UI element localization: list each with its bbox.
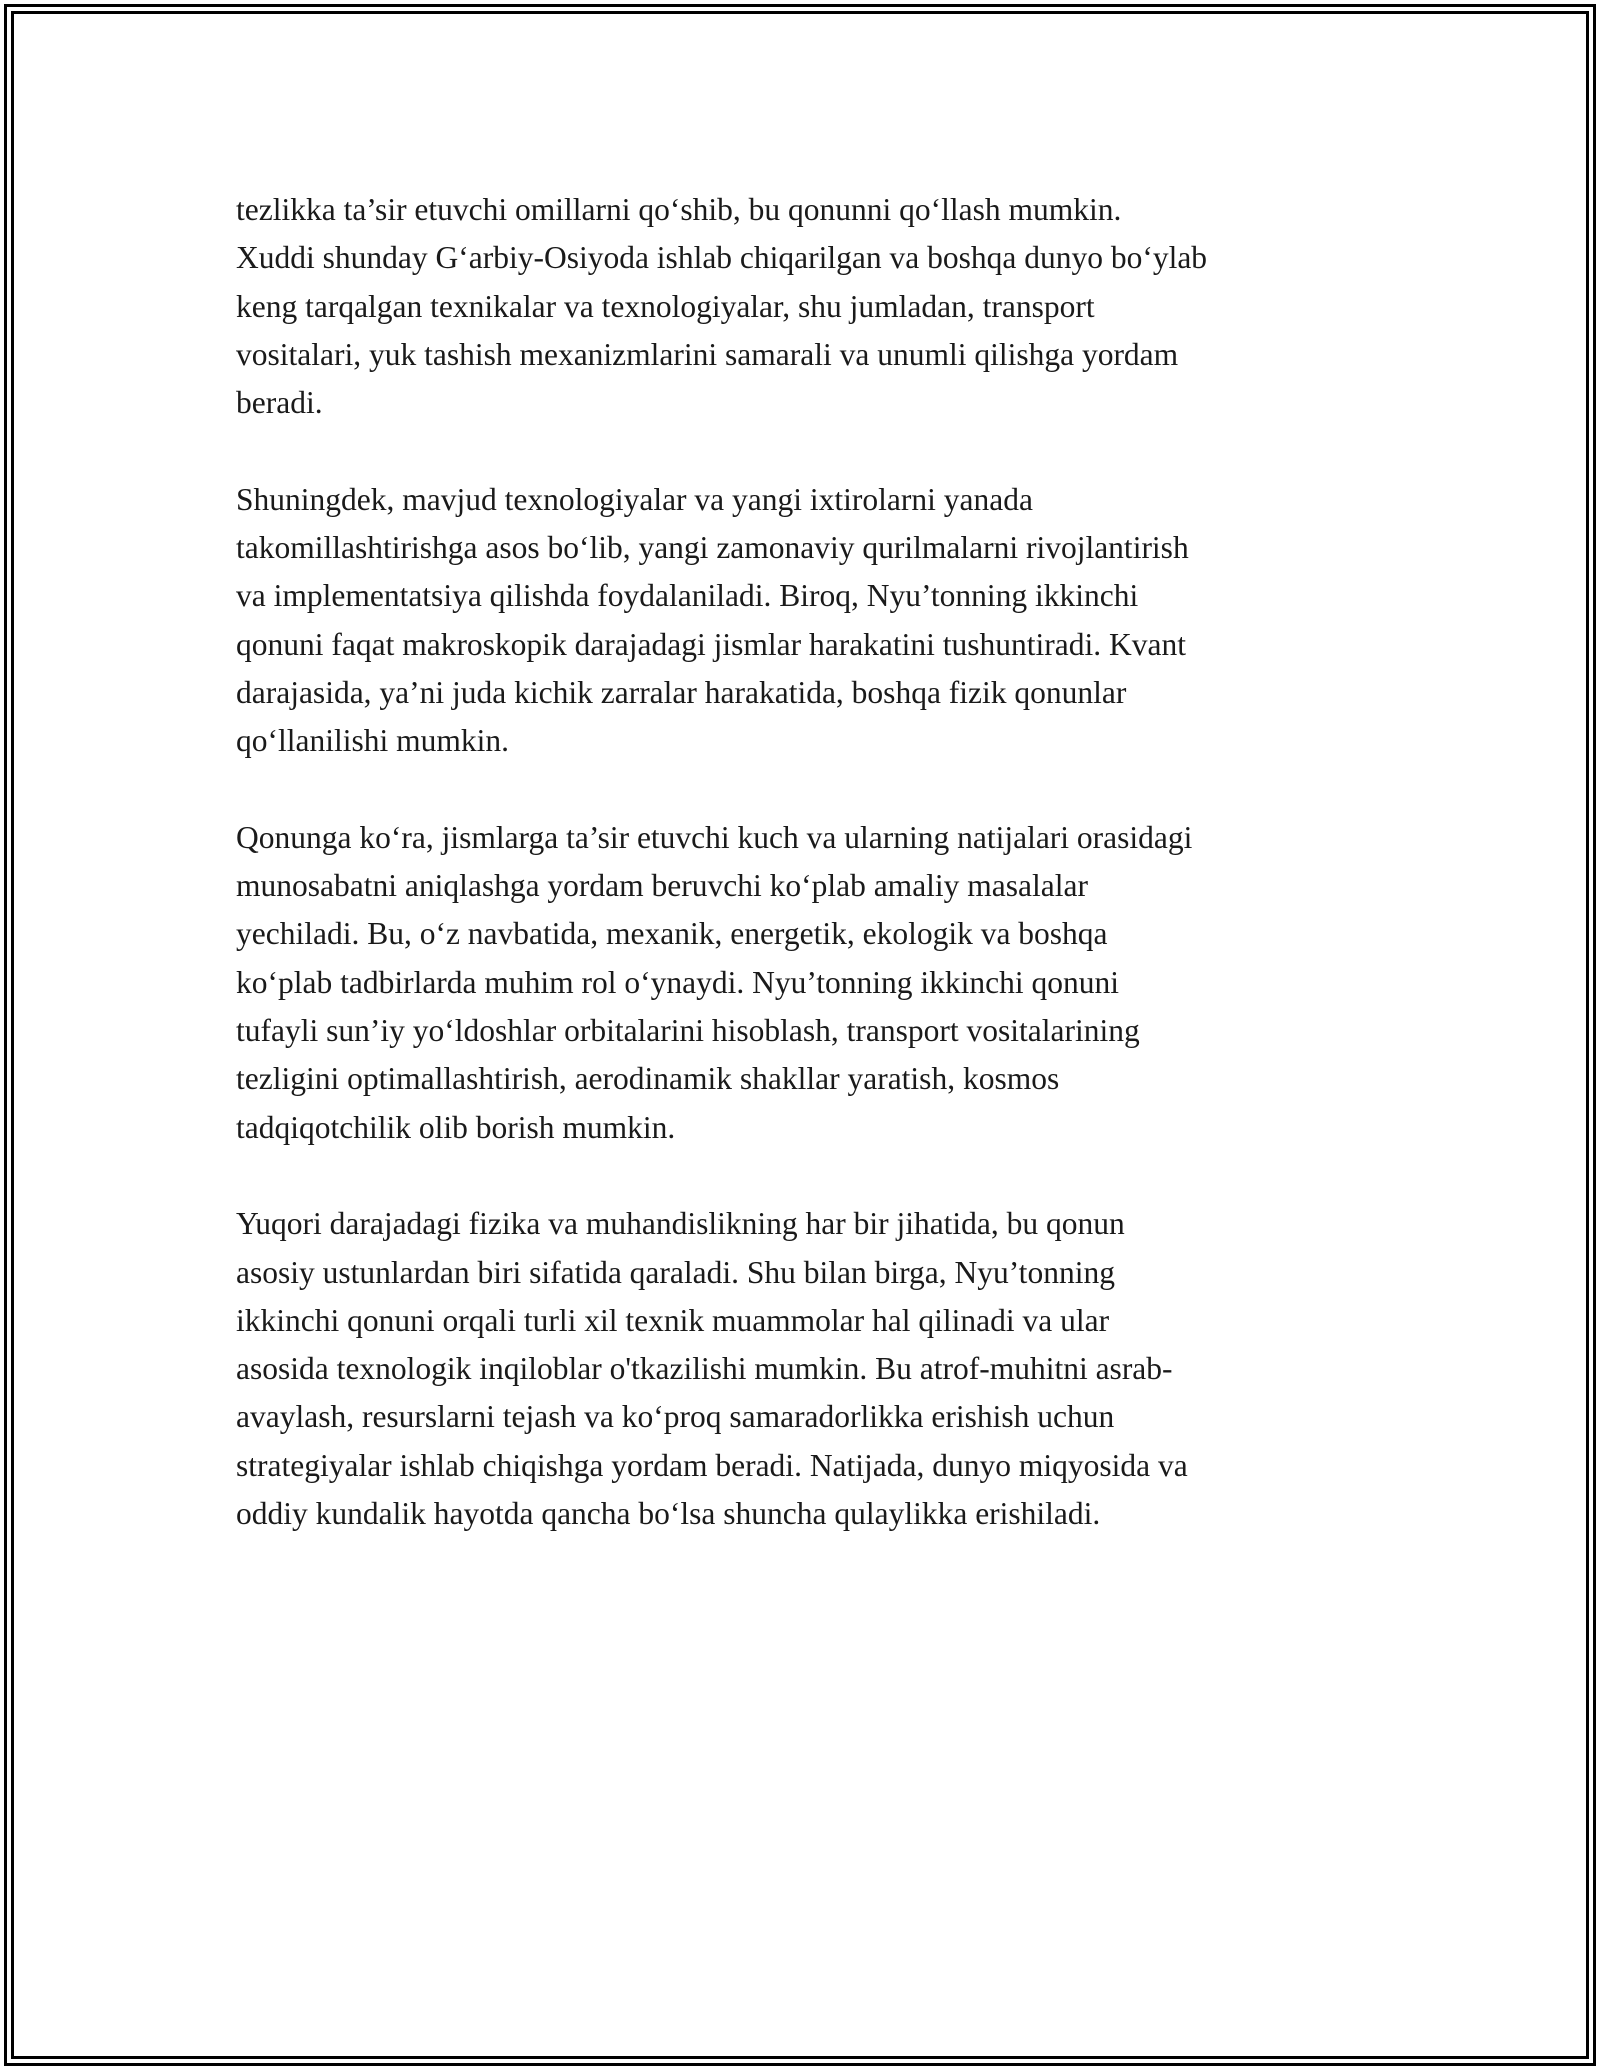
text-line: tezlikka ta’sir etuvchi omillarni qo‘shib, bu qonunni qo‘llash mumkin. xyxy=(236,192,1122,227)
text-line: vositalari, yuk tashish mexanizmlarini samarali va unumli qilishga yordam xyxy=(236,336,1179,372)
text-line: avaylash, resurslarni tejash va ko‘proq samaradorlikka erishish uchun xyxy=(236,1399,1115,1435)
text-line: tufayli sun’iy yo‘ldoshlar orbitalarini hisoblash, transport vositalarining xyxy=(236,1013,1140,1049)
text-line: asosiy ustunlardan biri sifatida qaraladi. Shu bilan birga, Nyu’tonning xyxy=(236,1254,1115,1290)
text-line: tadqiqotchilik olib borish mumkin. xyxy=(236,1109,676,1145)
paragraph-1 xyxy=(236,186,1376,427)
paragraph-4 xyxy=(236,1200,1376,1538)
paragraph-2 xyxy=(236,476,1376,766)
text-line: keng tarqalgan texnikalar va texnologiyalar, shu jumladan, transport xyxy=(236,288,1095,324)
document-body xyxy=(236,186,1376,1587)
text-line: ko‘plab tadbirlarda muhim rol o‘ynaydi. Nyu’tonning ikkinchi qonuni xyxy=(236,964,1120,1000)
text-line: strategiyalar ishlab chiqishga yordam beradi. Natijada, dunyo miqyosida va xyxy=(236,1447,1188,1483)
text-line: takomillashtirishga asos bo‘lib, yangi zamonaviy qurilmalarni rivojlantirish xyxy=(236,530,1189,566)
text-line: asosida texnologik inqiloblar o'tkazilishi mumkin. Bu atrof-muhitni asrab- xyxy=(236,1351,1173,1387)
text-line: qonuni faqat makroskopik darajadagi jismlar harakatini tushuntiradi. Kvant xyxy=(236,626,1186,662)
text-line: beradi. xyxy=(236,385,323,421)
paragraph-3 xyxy=(236,814,1376,1152)
text-line: tezligini optimallashtirish, aerodinamik shakllar yaratish, kosmos xyxy=(236,1061,1060,1097)
text-line: ikkinchi qonuni orqali turli xil texnik muammolar hal qilinadi va ular xyxy=(236,1302,1110,1338)
text-line: oddiy kundalik hayotda qancha bo‘lsa shuncha qulaylikka erishiladi. xyxy=(236,1496,1101,1532)
text-line: Qonunga ko‘ra, jismlarga ta’sir etuvchi kuch va ularning natijalari orasidagi xyxy=(236,819,1193,855)
text-line: yechiladi. Bu, o‘z navbatida, mexanik, energetik, ekologik va boshqa xyxy=(236,916,1108,952)
text-line: darajasida, ya’ni juda kichik zarralar harakatida, boshqa fizik qonunlar xyxy=(236,674,1127,710)
text-line: munosabatni aniqlashga yordam beruvchi ko‘plab amaliy masalalar xyxy=(236,868,1088,904)
text-line: Yuqori darajadagi fizika va muhandislikning har bir jihatida, bu qonun xyxy=(236,1206,1125,1242)
text-line: qo‘llanilishi mumkin. xyxy=(236,723,509,759)
text-line: Shuningdek, mavjud texnologiyalar va yangi ixtirolarni yanada xyxy=(236,481,1033,517)
text-line: va implementatsiya qilishda foydalaniladi. Biroq, Nyu’tonning ikkinchi xyxy=(236,578,1139,614)
text-line: Xuddi shunday G‘arbiy-Osiyoda ishlab chiqarilgan va boshqa dunyo bo‘ylab xyxy=(236,240,1208,276)
